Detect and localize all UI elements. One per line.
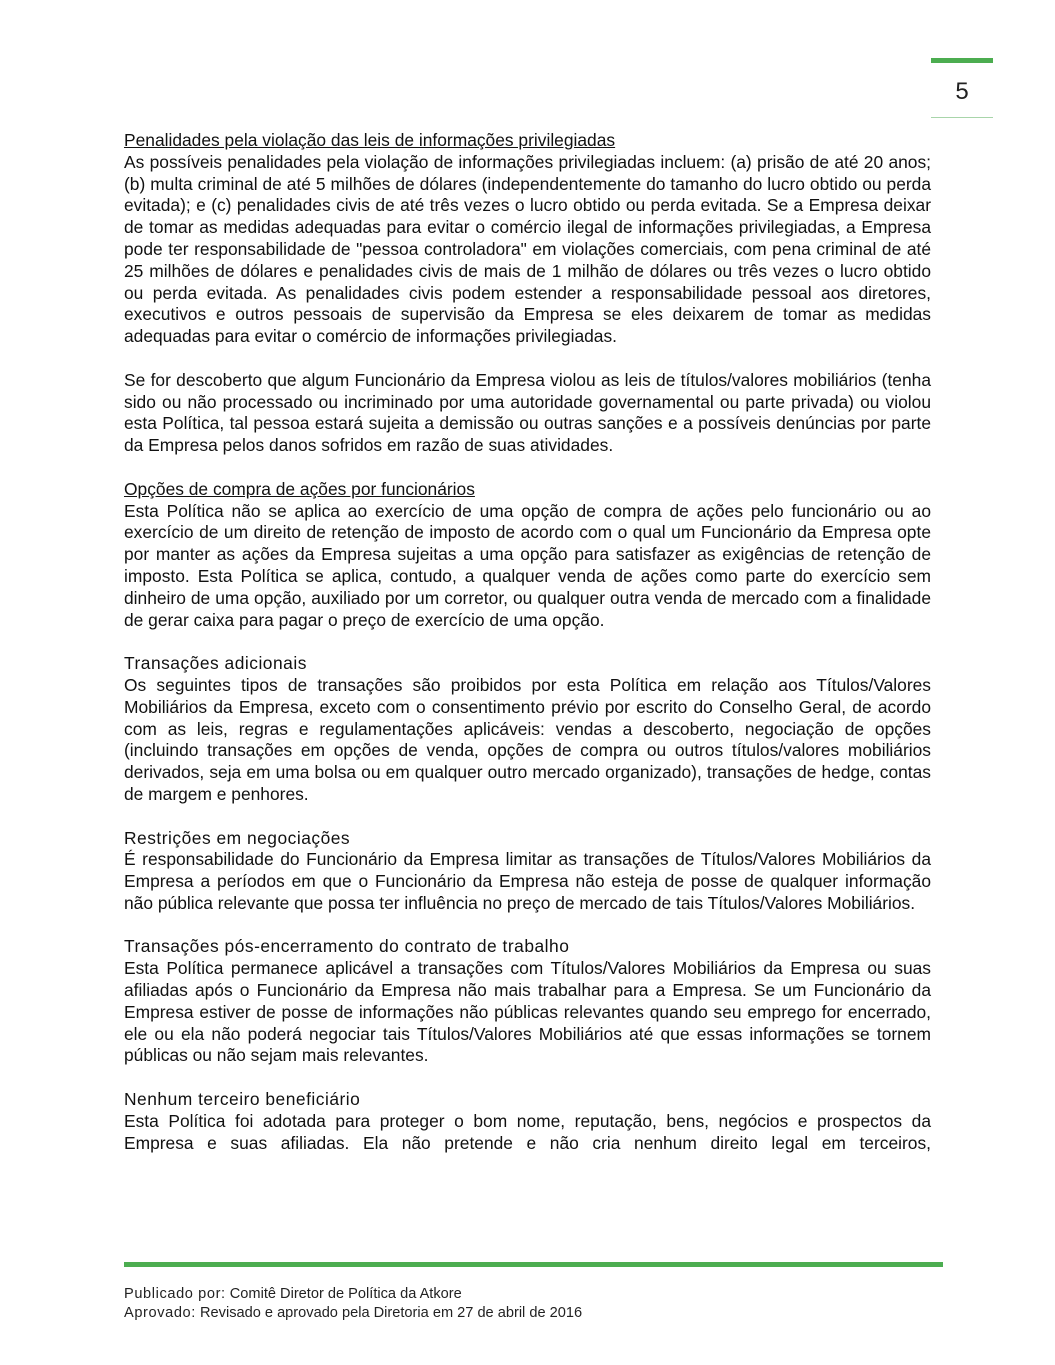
section-heading: Transações pós-encerramento do contrato de trabalho (124, 936, 570, 957)
section-post-termination (124, 936, 931, 1067)
footer-approved-value: Revisado e aprovado pela Diretoria em 27 de abril de 2016 (200, 1305, 583, 1321)
section-heading: Restrições em negociações (124, 827, 351, 848)
section-paragraph: As possíveis penalidades pela violação de informações privilegiadas incluem: (a) prisão de até 20 anos; (b) multa criminal de até 5 milhões de dólares (independentemente do tamanho do lucro obtido ou perda evitada); e (c) penalidades civis de até três vezes o lucro obtido ou perda evitada. Se a Empresa deixar de tomar as medidas adequadas para evitar o comércio ilegal de informações privilegiadas, a Empresa pode ter responsabilidade de "pessoa controladora" em violações comerciais, com pena criminal de até 25 milhões de dólares e penalidades civis de mais de 1 milhão de dólares ou três vezes o lucro obtido ou perda evitada. As penalidades civis podem estender a responsabilidade pessoal aos diretores, executivos e outros pessoais de supervisão da Empresa se eles deixarem de tomar as medidas adequadas para evitar o comércio de informações privilegiadas. (124, 151, 931, 347)
section-paragraph: Esta Política não se aplica ao exercício de uma opção de compra de ações pelo funcionário ou ao exercício de um direito de retenção de imposto de acordo com o qual um Funcionário da Empresa opte por manter as ações da Empresa sujeitas a uma opção para satisfazer as exigências de retenção de imposto. Esta Política se aplica, contudo, a qualquer venda de ações como parte do exercício sem dinheiro de uma opção, auxiliado por um corretor, ou qualquer outra venda de mercado com a finalidade de gerar caixa para pagar o preço de exercício de uma opção. (124, 500, 931, 630)
page-number-bottom-line (931, 117, 993, 118)
section-heading: Penalidades pela violação das leis de informações privilegiadas (124, 130, 616, 150)
footer-published-line (124, 1285, 582, 1304)
section-heading: Nenhum terceiro beneficiário (124, 1089, 361, 1110)
footer (124, 1285, 582, 1323)
section-paragraph: Esta Política permanece aplicável a transações com Títulos/Valores Mobiliários da Empresa ou suas afiliadas após o Funcionário da Empresa não mais trabalhar para a Empresa. Se um Funcionário da Empresa estiver de posse de informações não públicas relevantes quando seu emprego for encerrado, ele ou ela não poderá negociar tais Títulos/Valores Mobiliários até que essas informações se tornem públicas ou não sejam mais relevantes. (124, 958, 931, 1066)
document-body (124, 130, 931, 1176)
section-no-third-party (124, 1089, 931, 1154)
section-paragraph: Esta Política foi adotada para proteger o bom nome, reputação, bens, negócios e prospectos da Empresa e suas afiliadas. Ela não pretende e não cria nenhum direito legal em terceiros, (124, 1110, 931, 1153)
section-consequences (124, 370, 931, 457)
footer-approved-line (124, 1304, 582, 1323)
footer-published-label: Publicado por: (124, 1286, 226, 1302)
page-number-box (931, 58, 993, 118)
footer-published-value: Comitê Diretor de Política da Atkore (229, 1286, 462, 1302)
section-paragraph: É responsabilidade do Funcionário da Empresa limitar as transações de Títulos/Valores Mobiliários da Empresa a períodos em que o Funcionário da Empresa não esteja de posse de qualquer informação não pública relevante que possa ter influência no preço de mercado de tais Títulos/Valores Mobiliários. (124, 849, 931, 913)
page-number: 5 (955, 78, 969, 105)
section-additional-transactions (124, 653, 931, 806)
page-number-top-bar (931, 58, 993, 63)
section-heading: Opções de compra de ações por funcionários (124, 478, 475, 499)
section-heading: Transações adicionais (124, 653, 307, 674)
footer-divider (124, 1262, 943, 1267)
section-paragraph: Se for descoberto que algum Funcionário da Empresa violou as leis de títulos/valores mobiliários (tenha sido ou não processado ou incriminado por uma autoridade governamental ou parte privada) ou violou esta Política, tal pessoa estará sujeita a demissão ou outras sanções e a possíveis denúncias por parte da Empresa pelos danos sofridos em razão de suas atividades. (124, 369, 931, 456)
footer-approved-label: Aprovado: (124, 1305, 196, 1321)
section-penalties (124, 130, 931, 348)
section-stock-options (124, 479, 931, 632)
section-trading-restrictions (124, 828, 931, 915)
section-paragraph: Os seguintes tipos de transações são proibidos por esta Política em relação aos Títulos/Valores Mobiliários da Empresa, exceto com o consentimento prévio por escrito do Conselho Geral, de acordo com as leis, regras e regulamentações aplicáveis: vendas a descoberto, negociação de opções (incluindo transações em opções de venda, opções de compra ou outros títulos/valores mobiliários derivados, seja em uma bolsa ou em qualquer outro mercado organizado), transações de hedge, contas de margem e penhores. (124, 674, 931, 804)
